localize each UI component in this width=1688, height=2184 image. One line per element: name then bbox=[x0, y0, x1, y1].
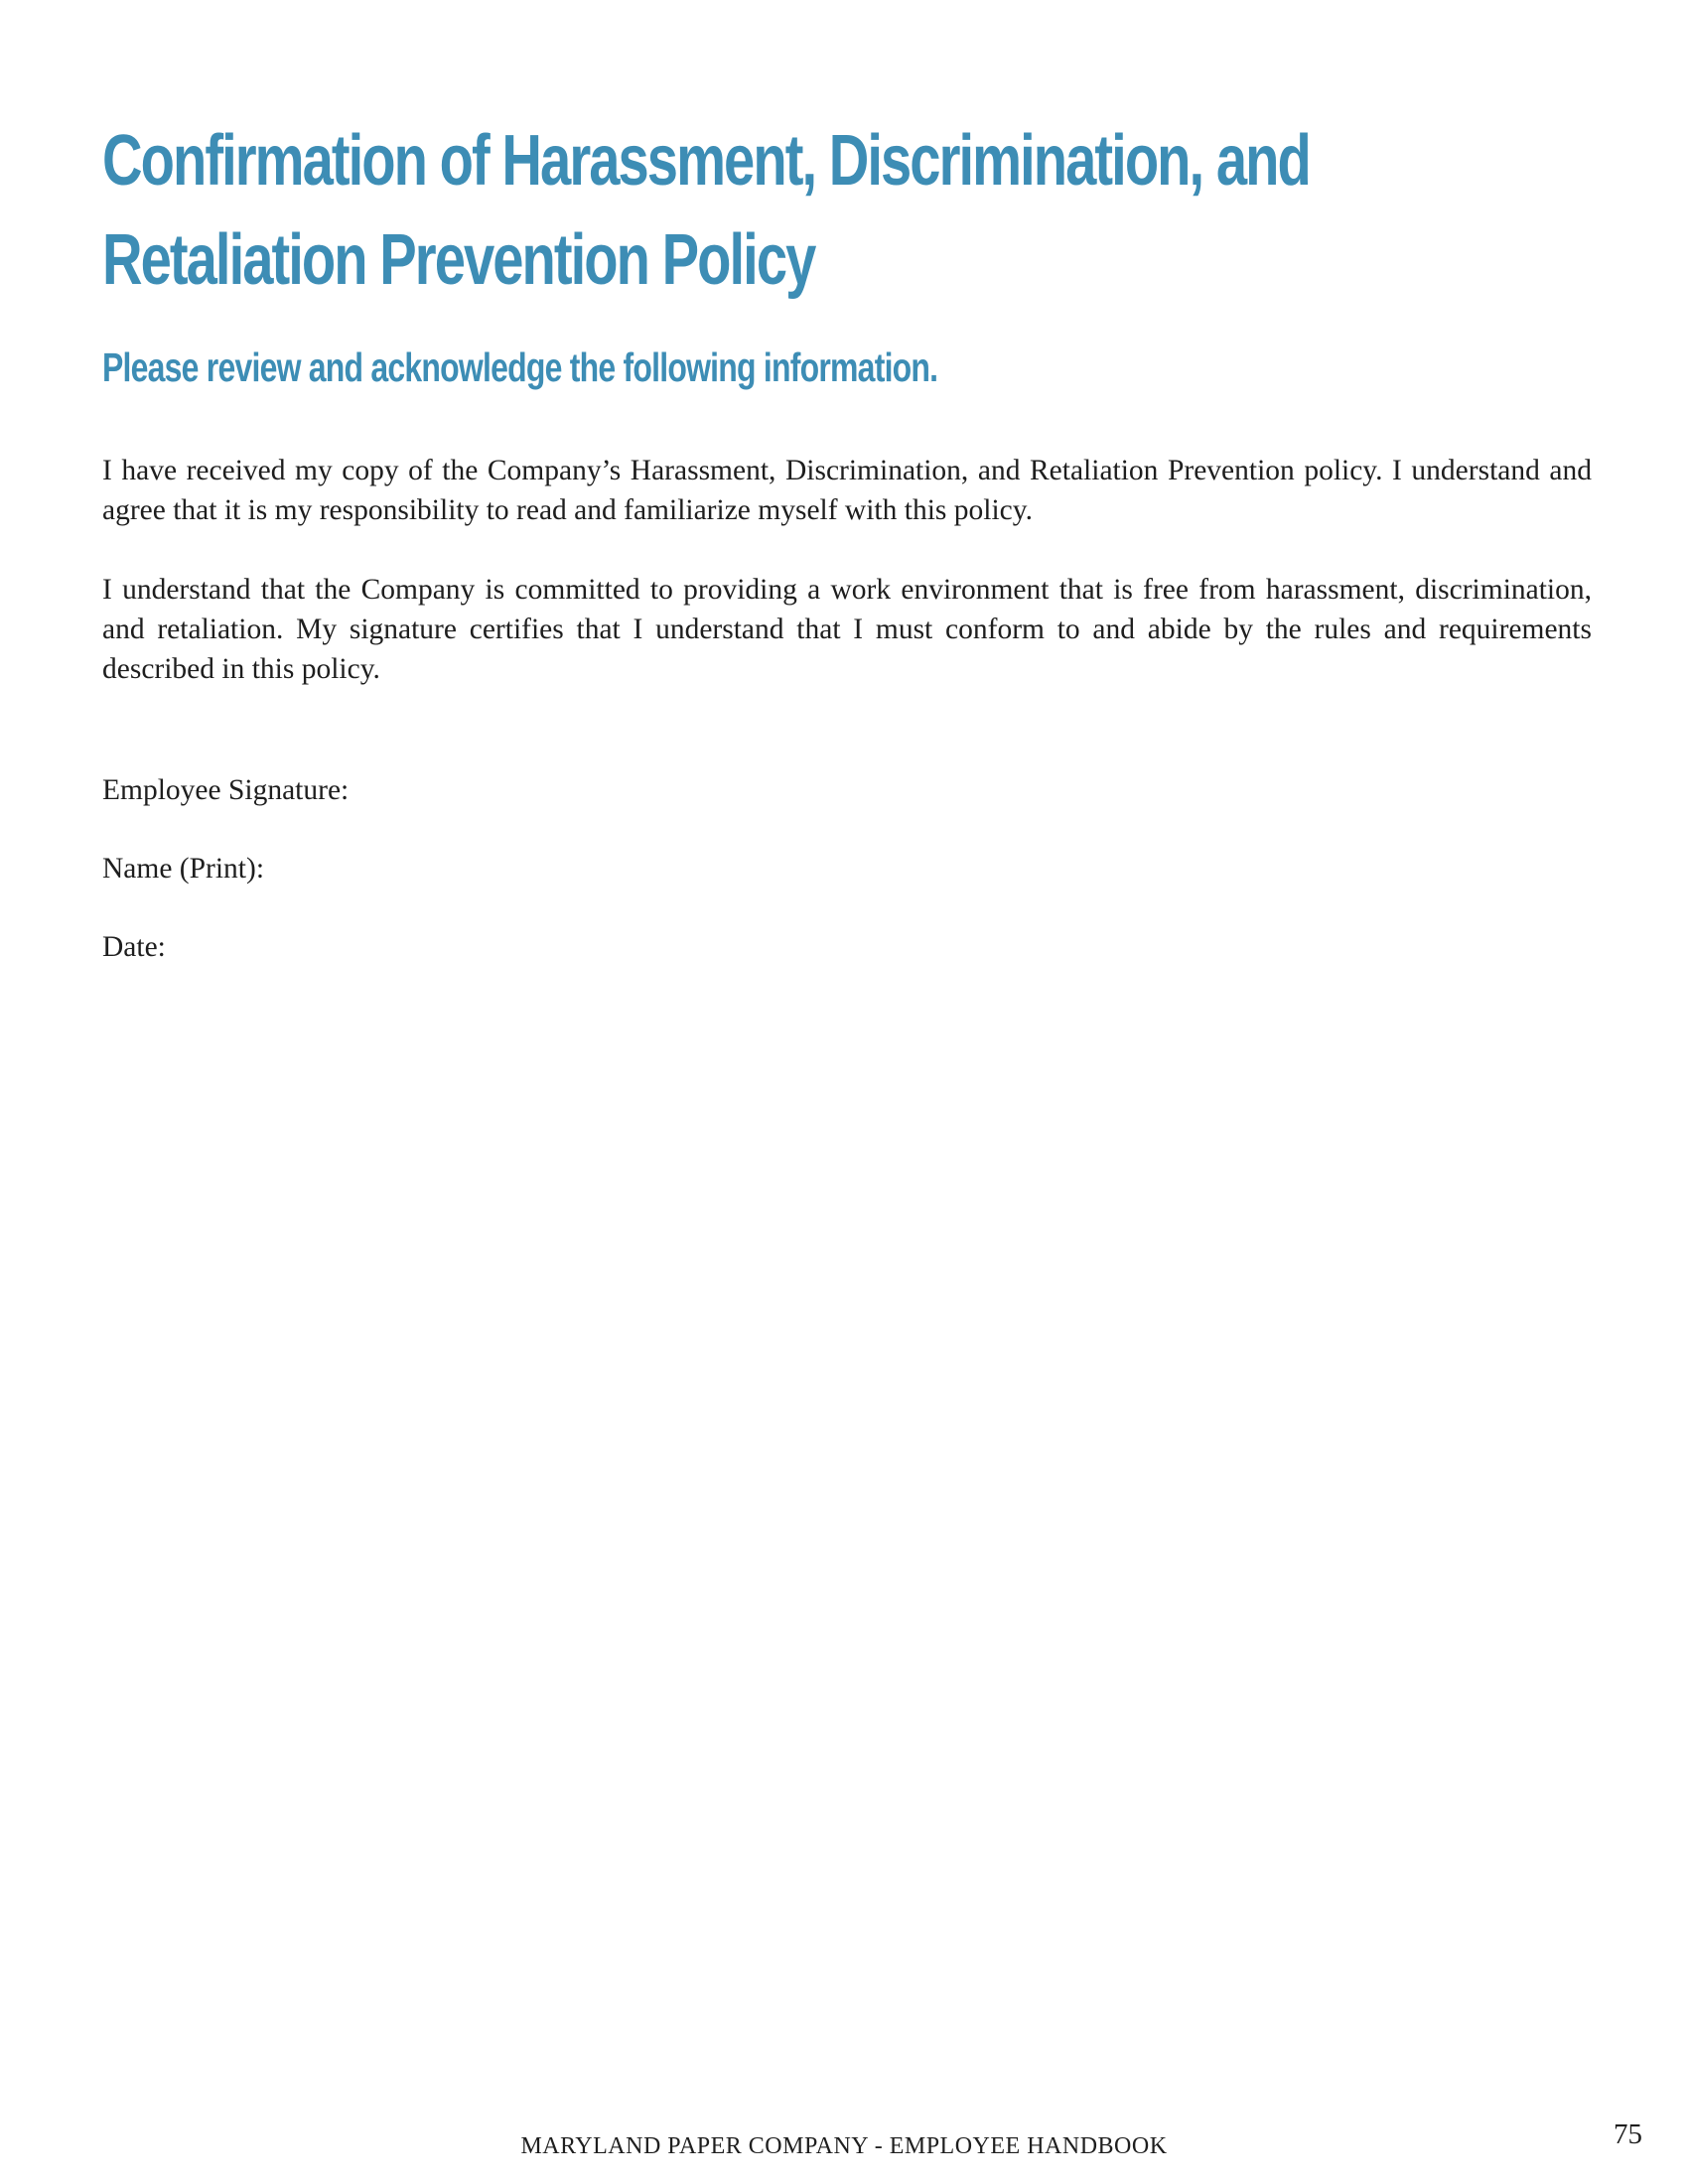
acknowledgment-paragraph-1: I have received my copy of the Company’s Harassment, Discrimination, and Retaliation Prevention policy. I understand and agree that it is my responsibility to read and familiarize myself with this policy. bbox=[102, 455, 1592, 526]
page-number: 75 bbox=[1614, 2118, 1642, 2150]
footer-text: MARYLAND PAPER COMPANY - EMPLOYEE HANDBOOK bbox=[520, 2133, 1168, 2159]
acknowledgment-paragraph-2: I understand that the Company is committed to providing a work environment that is free from harassment, discrimination, and retaliation. My signature certifies that I understand that I must conform to and abide by the rules and requirements described in this policy. bbox=[102, 574, 1592, 685]
name-print-label: Name (Print): bbox=[102, 853, 265, 885]
page-subtitle: Please review and acknowledge the following information. bbox=[102, 344, 938, 390]
date-label: Date: bbox=[102, 931, 166, 963]
employee-signature-label: Employee Signature: bbox=[102, 774, 350, 806]
page-title: Confirmation of Harassment, Discrimination, and Retaliation Prevention Policy bbox=[102, 121, 1310, 300]
